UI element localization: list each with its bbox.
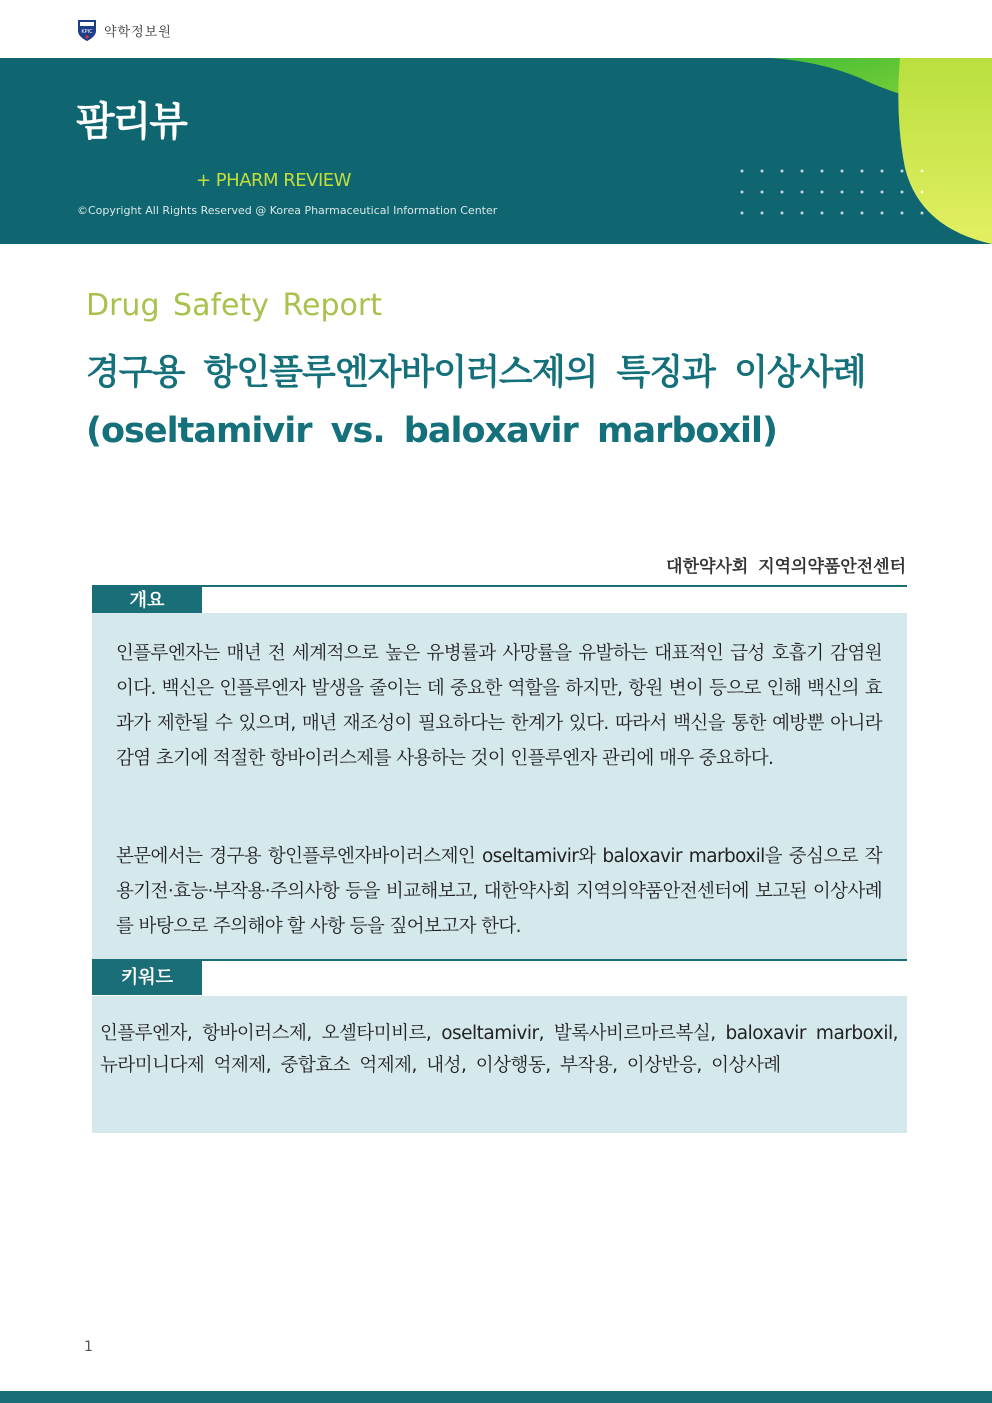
keywords-text: 인플루엔자, 항바이러스제, 오셀타미비르, oseltamivir, 발록사비르마르복실, baloxavir marboxil, 뉴라미니다제 억제제, 중합효소 억제제, 내성, 이상행동, 부작용, 이상반응, 이상사례 [100,1023,898,1076]
keywords-heading: 키워드 [92,961,202,995]
summary-paragraph-1: 인플루엔자는 매년 전 세계적으로 높은 유병률과 사망률을 유발하는 대표적인 급성 호흡기 감염원이다. 백신은 인플루엔자 발생을 줄이는 데 중요한 역할을 하지만, 항원 변이 등으로 인해 백신의 효과가 제한될 수 있으며, 매년 재조성이 필요하다는 한계가 있다. 따라서 백신을 통한 예방뿐 아니라 감염 초기에 적절한 항바이러스제를 사용하는 것이 인플루엔자 관리에 매우 중요하다. [116,643,882,769]
footer-bar [0,1391,992,1403]
report-category: Drug Safety Report [86,288,382,323]
dot-grid [741,170,924,215]
brand-subtitle: + PHARM REVIEW [196,170,351,191]
author: 대한약사회 지역의약품안전센터 [666,557,906,577]
org-logo[interactable] [76,18,172,42]
top-bar [0,0,992,58]
logo-letters: KPIC [81,29,93,35]
title-line-1: 경구용 항인플루엔자바이러스제의 특징과 이상사례 [86,353,866,393]
summary-paragraph-2: 본문에서는 경구용 항인플루엔자바이러스제인 oseltamivir와 baloxavir marboxil을 중심으로 작용기전·효능·부작용·주의사항 등을 비교해보고, 대한약사회 지역의약품안전센터에 보고된 이상사례를 바탕으로 주의해야 할 사항 등을 짚어보고자 한다. [116,846,882,937]
shield-logo-icon [76,18,98,42]
org-name: 약학정보원 [104,24,172,40]
summary-divider [92,585,907,587]
brand-title: 팜리뷰 [76,99,186,145]
keywords-divider [92,959,907,961]
title-line-2: (oseltamivir vs. baloxavir marboxil) [86,411,777,451]
page-title [86,344,906,460]
page-number: 1 [84,1339,93,1355]
copyright-notice: ©Copyright All Rights Reserved @ Korea Pharmaceutical Information Center [77,204,498,217]
summary-heading: 개요 [92,587,202,615]
